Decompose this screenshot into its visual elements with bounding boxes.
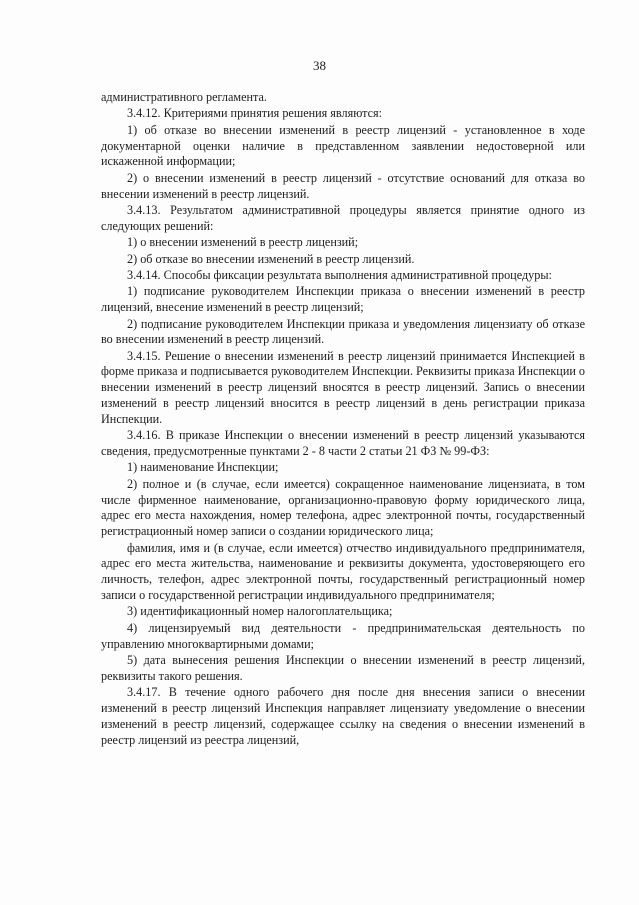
document-body	[101, 90, 585, 748]
paragraph: 3.4.17. В течение одного рабочего дня после дня внесения записи о внесении изменений в реестр лицензий Инспекция направляет лицензиату уведомление о внесении изменений в реестр лицензий, содержащее ссылку на сведения о внесении изменений в реестр лицензий из реестра лицензий,	[101, 685, 585, 747]
paragraph: 3) идентификационный номер налогоплательщика;	[127, 604, 393, 619]
paragraph: 2) подписание руководителем Инспекции приказа и уведомления лицензиату об отказе во внесении изменений в реестр лицензий.	[101, 316, 585, 347]
paragraph: 3.4.12. Критериями принятия решения являются:	[127, 106, 383, 121]
paragraph: 1) наименование Инспекции;	[127, 460, 279, 475]
page-number: 38	[313, 58, 326, 73]
paragraph: 1) подписание руководителем Инспекции приказа о внесении изменений в реестр лицензий, внесение изменений в реестр лицензий;	[101, 284, 585, 315]
paragraph: 3.4.16. В приказе Инспекции о внесении изменений в реестр лицензий указываются сведения, предусмотренные пунктами 2 - 8 части 2 статьи 21 ФЗ № 99-ФЗ:	[101, 428, 585, 459]
paragraph: 5) дата вынесения решения Инспекции о внесении изменений в реестр лицензий, реквизиты такого решения.	[101, 652, 585, 683]
paragraph: фамилия, имя и (в случае, если имеется) отчество индивидуального предпринимателя, адрес его места жительства, наименование и реквизиты документа, удостоверяющего его личность, телефон, адрес электронной почты, государственный регистрационный номер записи о государственной регистрации индивидуального предпринимателя;	[101, 540, 585, 603]
paragraph: 3.4.14. Способы фиксации результата выполнения административной процедуры:	[127, 267, 552, 282]
paragraph: 1) об отказе во внесении изменений в реестр лицензий - установленное в ходе документарной оценки наличие в представленном заявлении недостоверной или искаженной информации;	[101, 122, 585, 169]
paragraph: 1) о внесении изменений в реестр лицензий;	[127, 235, 359, 250]
paragraph: 2) полное и (в случае, если имеется) сокращенное наименование лицензиата, в том числе фирменное наименование, организационно-правовую форму юридического лица, адрес его места нахождения, номер телефона, адрес электронной почты, государственный регистрационный номер записи о создании юридического лица;	[101, 476, 585, 539]
paragraph: 3.4.13. Результатом административной процедуры является принятие одного из следующих решений:	[101, 202, 585, 233]
paragraph: административного регламента.	[101, 90, 267, 104]
paragraph: 2) о внесении изменений в реестр лицензий - отсутствие оснований для отказа во внесении изменений в реестр лицензий.	[101, 170, 585, 201]
paragraph: 2) об отказе во внесении изменений в реестр лицензий.	[127, 251, 415, 266]
paragraph: 4) лицензируемый вид деятельности - предпринимательская деятельность по управлению многоквартирными домами;	[101, 620, 585, 651]
paragraph: 3.4.15. Решение о внесении изменений в реестр лицензий принимается Инспекцией в форме приказа и подписывается руководителем Инспекции. Реквизиты приказа Инспекции о внесении изменений в реестр лицензий вносятся в реестр лицензий. Запись о внесении изменений в реестр лицензий вносится в реестр лицензий в день регистрации приказа Инспекции.	[101, 348, 586, 426]
